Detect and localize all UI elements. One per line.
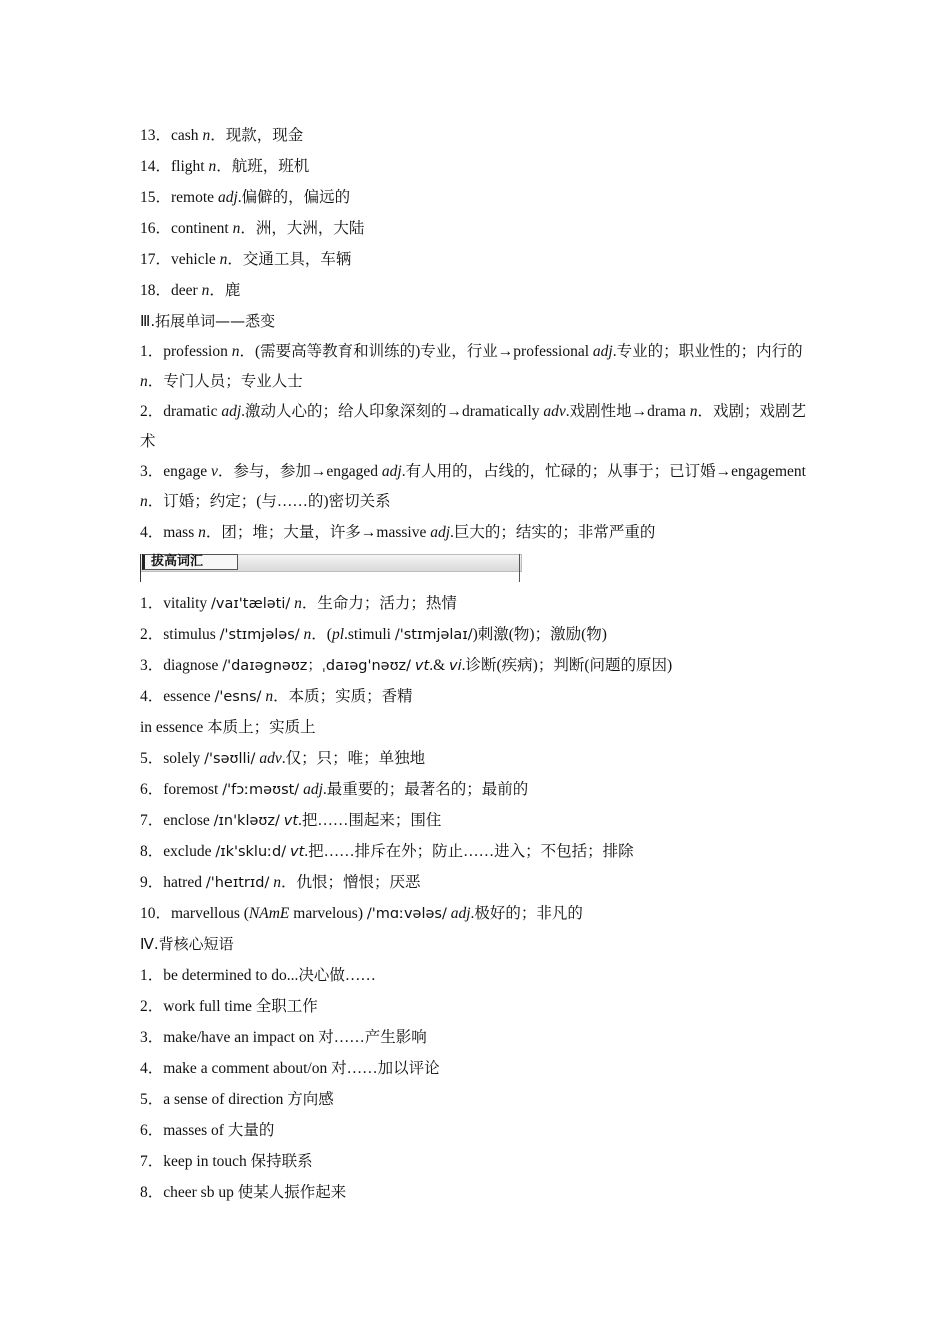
- word-entry: 14．flight n．航班，班机: [140, 158, 310, 175]
- phrase-item: 6．masses of 大量的: [140, 1122, 275, 1139]
- banner-left-rule: [140, 554, 141, 582]
- word-entry: 18．deer n．鹿: [140, 282, 241, 299]
- phrase-item: 7．keep in touch 保持联系: [140, 1153, 313, 1170]
- word-entry: 17．vehicle n．交通工具，车辆: [140, 251, 352, 268]
- vocab-entry: 3．diagnose /'daɪəgnəʊz；ˌdaɪəg'nəʊz/ vt.& vi.诊断(疾病)；判断(问题的原因): [140, 657, 673, 674]
- extension-entry: 1．profession n．(需要高等教育和训练的)专业，行业→professional adj.专业的；职业性的；内行的 n．专门人员；专业人士: [140, 343, 803, 390]
- vocab-phrase: in essence 本质上；实质上: [140, 719, 316, 736]
- vocab-entry: 7．enclose /ɪn'kləʊz/ vt.把……围起来；围住: [140, 812, 442, 829]
- vocab-entry: 6．foremost /'fɔːməʊst/ adj.最重要的；最著名的；最前的: [140, 781, 529, 798]
- vocab-entry: 4．essence /'esns/ n．本质；实质；香精: [140, 688, 413, 705]
- section-heading: Ⅳ.背核心短语: [140, 935, 234, 953]
- word-entry: 13．cash n．现款，现金: [140, 127, 304, 144]
- phrase-item: 2．work full time 全职工作: [140, 998, 318, 1015]
- phrase-item: 8．cheer sb up 使某人振作起来: [140, 1184, 347, 1201]
- advanced-vocab-banner: [140, 552, 520, 582]
- word-entry: 15．remote adj.偏僻的，偏远的: [140, 189, 351, 206]
- extension-entry: 3．engage v．参与，参加→engaged adj.有人用的，占线的，忙碌的；从事于；已订婚→engagement n．订婚；约定；(与……的)密切关系: [140, 463, 806, 510]
- phrase-item: 3．make/have an impact on 对……产生影响: [140, 1029, 427, 1046]
- phrase-item: 4．make a comment about/on 对……加以评论: [140, 1060, 440, 1077]
- word-entry: 16．continent n．洲，大洲，大陆: [140, 220, 365, 237]
- banner-right-rule: [519, 554, 520, 582]
- vocab-entry: 2．stimulus /'stɪmjələs/ n．(pl.stimuli /'stɪmjəlaɪ/)刺激(物)；激励(物): [140, 626, 607, 643]
- extension-entry: 4．mass n．团；堆；大量，许多→massive adj.巨大的；结实的；非常严重的: [140, 524, 656, 541]
- document-page: [140, 120, 812, 1208]
- banner-label: 拔高词汇: [142, 554, 238, 570]
- phrase-item: 5．a sense of direction 方向感: [140, 1091, 334, 1108]
- section-heading: Ⅲ.拓展单词——悉变: [140, 312, 276, 330]
- phrase-item: 1．be determined to do...决心做……: [140, 967, 376, 984]
- vocab-entry: 5．solely /'səʊlli/ adv.仅；只；唯；单独地: [140, 750, 426, 767]
- extension-entry: 2．dramatic adj.激动人心的；给人印象深刻的→dramatically adv.戏剧性地→drama n．戏剧；戏剧艺术: [140, 403, 807, 450]
- vocab-entry: 8．exclude /ɪk'skluːd/ vt.把……排斥在外；防止……进入；不包括；排除: [140, 843, 634, 860]
- vocab-entry: 10．marvellous (NAmE marvelous) /'mɑːvələs/ adj.极好的；非凡的: [140, 905, 583, 922]
- vocab-entry: 9．hatred /'heɪtrɪd/ n．仇恨；憎恨；厌恶: [140, 874, 421, 891]
- vocab-entry: 1．vitality /vaɪ'tæləti/ n．生命力；活力；热情: [140, 595, 457, 612]
